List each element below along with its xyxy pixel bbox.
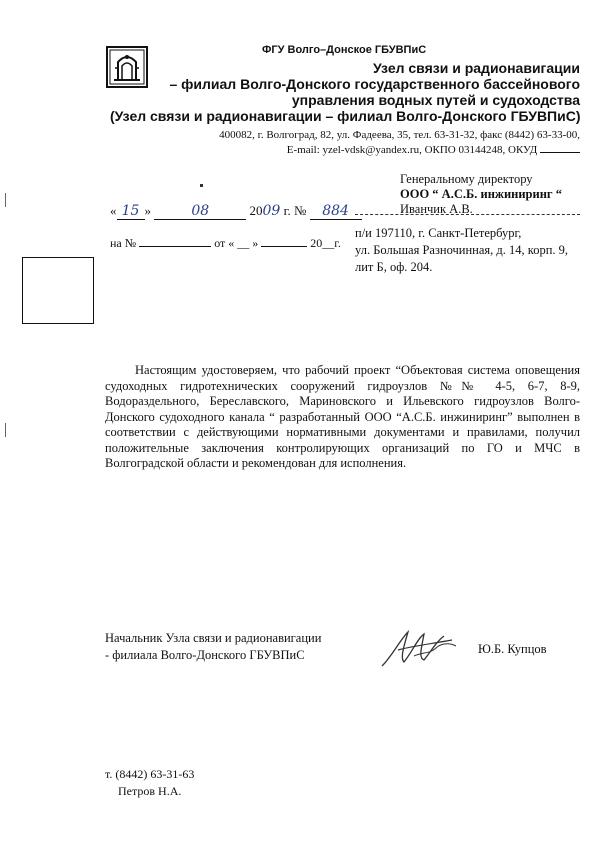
stamp-box <box>22 257 94 324</box>
address-line: 400082, г. Волгоград, 82, ул. Фадеева, 35, тел. 63-31-32, факс (8442) 63-33-00, <box>219 129 580 141</box>
contact-block <box>105 766 194 800</box>
contact-phone: т. (8442) 63-31-63 <box>105 767 195 781</box>
recipient-address-line: п/и 197110, г. Санкт-Петербург, <box>355 226 522 240</box>
ref-year-prefix: 20 <box>310 236 323 250</box>
ref-close: » <box>252 236 259 250</box>
recipient-address-line: ул. Большая Разночинная, д. 14, корп. 9, <box>355 243 569 257</box>
signatory-title-line: - филиала Волго-Донского ГБУВПиС <box>105 648 305 662</box>
email-line <box>110 143 580 158</box>
open-quote: « <box>110 203 117 218</box>
recipient-line: ООО “ А.С.Б. инжиниринг “ <box>400 187 562 201</box>
letterhead <box>110 60 580 124</box>
letterhead-line: управления водных путей и судоходства <box>291 92 580 108</box>
okud-blank <box>540 143 580 153</box>
ref-month-blank <box>261 246 307 247</box>
letterhead-line: Узел связи и радионавигации <box>373 60 580 76</box>
reference-row <box>110 236 341 251</box>
recipient-line: Генеральному директору <box>400 172 533 186</box>
outgoing-month: 08 <box>154 203 246 220</box>
ref-year-g: __г. <box>322 236 341 250</box>
number-label: № <box>293 203 307 218</box>
recipient-line: Иванчик А.В. <box>400 202 473 216</box>
letterhead-line: – филиал Волго-Донского государственного бассейнового <box>169 76 580 92</box>
recipient-block <box>400 172 562 217</box>
ref-na-label: на № <box>110 236 137 250</box>
year-prefix: 20 <box>249 203 263 218</box>
outgoing-year: 09 <box>262 203 281 219</box>
letter-body <box>105 363 580 472</box>
recipient-address-line: лит Б, оф. 204. <box>355 260 433 274</box>
signatory-title-line: Начальник Узла связи и радионавигации <box>105 631 322 645</box>
email-okpo-text: E-mail: yzel-vdsk@yandex.ru, ОКПО 03144248, ОКУД <box>286 144 538 156</box>
scan-dot <box>200 184 203 187</box>
outgoing-number: 884 <box>310 203 362 220</box>
scan-mark <box>5 193 6 207</box>
body-paragraph: Настоящим удостоверяем, что рабочий проект “Объектовая система оповещения судоходных гидротехнических сооружений гидроузлов №№ 4-5, 6-7, 8-9, Водораздельного, Береславского, Мариновского и Ильевского гидроузлов Волго-Донского судоходного канала “ разработанный ООО “А.С.Б. инжиниринг” выполнен в соответствии с действующими нормативными документами и правилами, получил положительные заключения контролирующих организаций по ГО и МЧС в Волгоградской области и рекомендован для исполнения. <box>105 363 580 470</box>
year-g-label: г. <box>283 203 291 218</box>
signatory-title <box>105 630 321 664</box>
handwritten-signature <box>378 626 460 674</box>
close-quote: » <box>144 203 151 218</box>
recipient-address <box>355 225 568 276</box>
letterhead-line: (Узел связи и радионавигации – филиал Волго-Донского ГБУВПиС) <box>110 108 581 124</box>
ref-day-blank: __ <box>237 236 250 250</box>
divider <box>355 214 580 215</box>
signatory-name: Ю.Б. Купцов <box>478 642 547 656</box>
scan-mark <box>5 423 6 437</box>
ref-number-blank <box>139 246 211 247</box>
contact-person: Петров Н.А. <box>118 784 182 798</box>
org-short-name: ФГУ Волго–Донское ГБУВПиС <box>262 44 427 56</box>
outgoing-date-number <box>110 203 362 220</box>
outgoing-day: 15 <box>117 203 145 220</box>
ref-ot-label: от « <box>214 236 235 250</box>
letterhead-address <box>110 128 580 158</box>
